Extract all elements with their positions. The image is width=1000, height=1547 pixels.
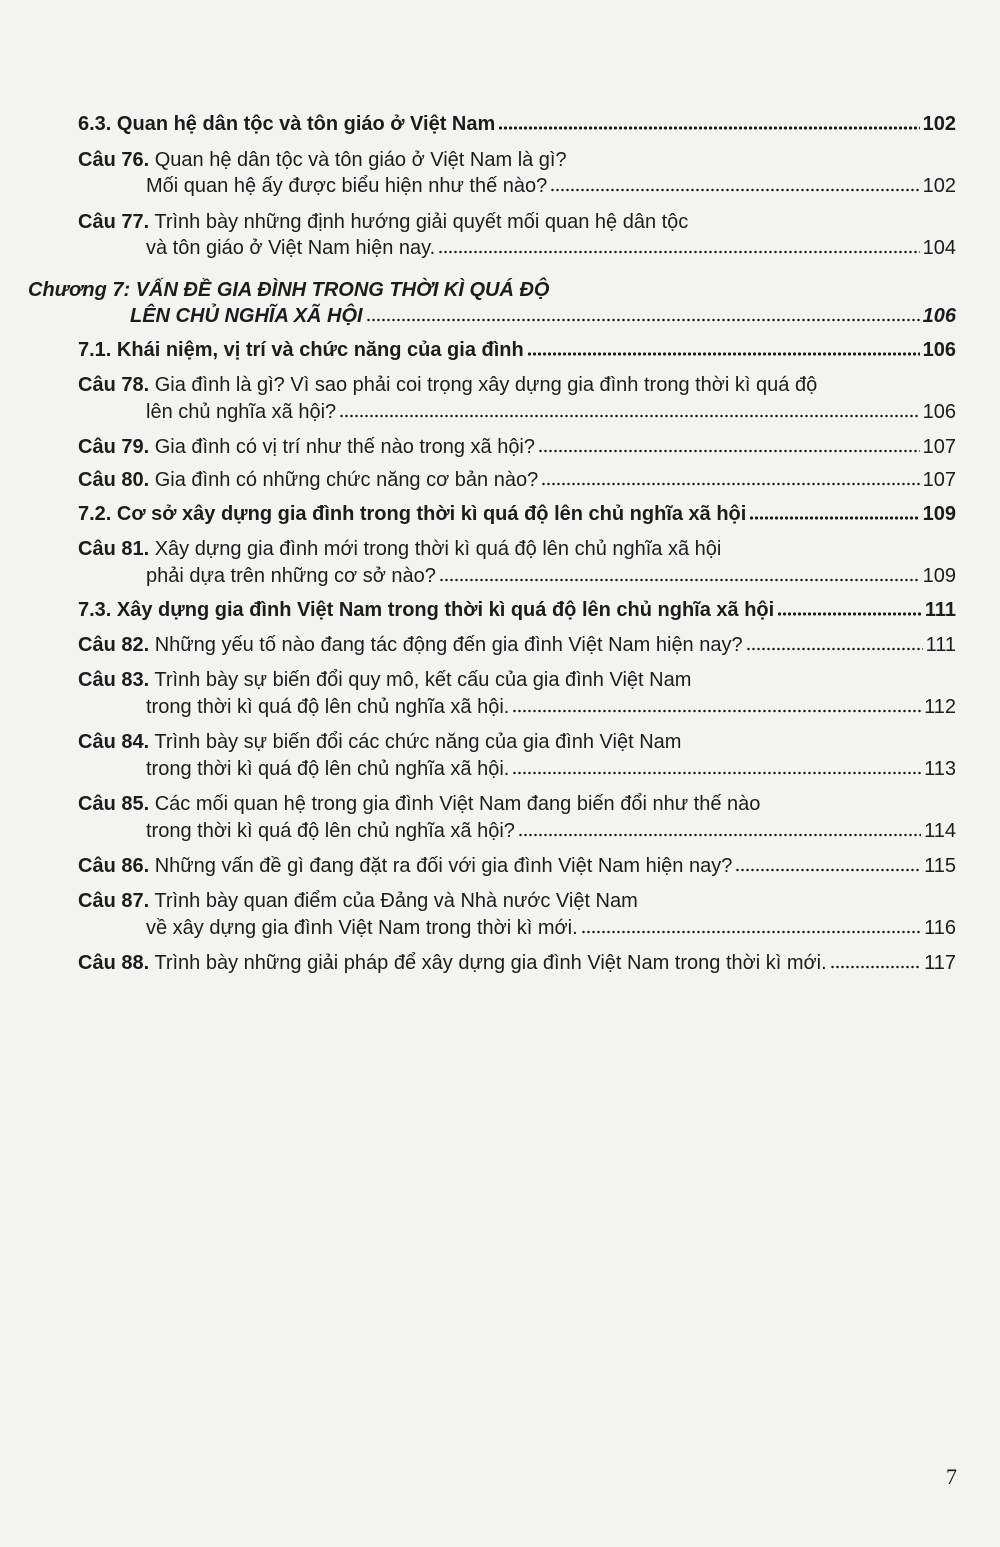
question-text-line: Gia đình có vị trí như thế nào trong xã hội? <box>154 436 536 458</box>
toc-question-82 <box>78 632 956 658</box>
question-text-line: Quan hệ dân tộc và tôn giáo ở Việt Nam là gì? <box>154 149 567 171</box>
toc-page-number: 116 <box>924 917 956 939</box>
toc-question-84 <box>78 729 956 755</box>
question-number: Câu 78. <box>78 374 150 396</box>
question-number: Câu 87. <box>78 890 150 912</box>
toc-page-number: 111 <box>924 599 956 621</box>
question-text-line: Những yếu tố nào đang tác động đến gia đình Việt Nam hiện nay? <box>154 634 743 656</box>
question-number: Câu 84. <box>78 731 150 753</box>
toc-page-number: 107 <box>922 436 956 458</box>
question-text-line: Các mối quan hệ trong gia đình Việt Nam đang biến đổi như thế nào <box>154 793 761 815</box>
leader-dots <box>749 515 919 521</box>
toc-question-88 <box>78 950 956 976</box>
question-text-line: Trình bày sự biến đổi các chức năng của gia đình Việt Nam <box>154 731 682 753</box>
toc-page-number: 102 <box>922 175 956 197</box>
chapter-title-line: Chương 7: VẤN ĐỀ GIA ĐÌNH TRONG THỜI KÌ QUÁ ĐỘ <box>28 279 550 301</box>
leader-dots <box>830 964 921 970</box>
leader-dots <box>550 187 919 193</box>
leader-dots <box>366 317 920 323</box>
toc-entry-title: 7.3. Xây dựng gia đình Việt Nam trong thời kì quá độ lên chủ nghĩa xã hội <box>78 599 775 621</box>
question-number: Câu 79. <box>78 436 150 458</box>
question-number: Câu 77. <box>78 211 150 233</box>
leader-dots <box>527 351 920 357</box>
toc-page-number: 113 <box>924 758 956 780</box>
question-number: Câu 88. <box>78 952 150 974</box>
toc-question-85 <box>78 791 956 817</box>
toc-page-number: 106 <box>922 339 956 361</box>
toc-page-number: 106 <box>922 305 956 327</box>
question-number: Câu 85. <box>78 793 150 815</box>
toc-question-76-cont <box>146 173 956 199</box>
question-text-line: trong thời kì quá độ lên chủ nghĩa xã hội. <box>146 758 510 780</box>
toc-page-number: 117 <box>924 952 956 974</box>
leader-dots <box>581 929 921 935</box>
toc-question-83-cont <box>146 694 956 720</box>
question-text-line: lên chủ nghĩa xã hội? <box>146 401 337 423</box>
leader-dots <box>777 611 922 617</box>
question-text-line: và tôn giáo ở Việt Nam hiện nay. <box>146 237 436 259</box>
question-text-line: Trình bày quan điểm của Đảng và Nhà nước Việt Nam <box>154 890 638 912</box>
question-text-line: trong thời kì quá độ lên chủ nghĩa xã hội? <box>146 820 515 842</box>
toc-section-7-1 <box>78 337 956 363</box>
question-number: Câu 82. <box>78 634 150 656</box>
question-text-line: Gia đình là gì? Vì sao phải coi trọng xây dựng gia đình trong thời kì quá độ <box>154 374 818 396</box>
toc-chapter-7-cont <box>130 303 956 329</box>
question-text-line: Những vấn đề gì đang đặt ra đối với gia đình Việt Nam hiện nay? <box>154 855 733 877</box>
leader-dots <box>538 448 920 454</box>
toc-page-number: 111 <box>925 634 956 656</box>
leader-dots <box>498 125 919 131</box>
question-number: Câu 80. <box>78 469 150 491</box>
toc-entry-title: 7.1. Khái niệm, vị trí và chức năng của gia đình <box>78 339 524 361</box>
toc-question-81 <box>78 536 956 562</box>
question-text-line: Trình bày những giải pháp để xây dựng gia đình Việt Nam trong thời kì mới. <box>154 952 827 974</box>
toc-section-7-2 <box>78 501 956 527</box>
toc-question-86 <box>78 853 956 879</box>
leader-dots <box>746 646 923 652</box>
toc-question-85-cont <box>146 818 956 844</box>
leader-dots <box>339 413 919 419</box>
leader-dots <box>518 832 921 838</box>
question-number: Câu 81. <box>78 538 150 560</box>
toc-section-7-3 <box>78 597 956 623</box>
toc-question-83 <box>78 667 956 693</box>
toc-question-77 <box>78 209 956 235</box>
toc-page-number: 104 <box>922 237 956 259</box>
toc-page-number: 109 <box>922 503 956 525</box>
toc-question-81-cont <box>146 563 956 589</box>
leader-dots <box>512 770 921 776</box>
leader-dots <box>541 481 919 487</box>
question-text-line: phải dựa trên những cơ sở nào? <box>146 565 436 587</box>
page-number: 7 <box>946 1464 957 1489</box>
toc-page-number: 106 <box>922 401 956 423</box>
toc-entry-title: 6.3. Quan hệ dân tộc và tôn giáo ở Việt Nam <box>78 113 496 135</box>
toc-question-78-cont <box>146 399 956 425</box>
question-number: Câu 83. <box>78 669 150 691</box>
toc-question-80 <box>78 467 956 493</box>
toc-entry-title: 7.2. Cơ sở xây dựng gia đình trong thời kì quá độ lên chủ nghĩa xã hội <box>78 503 747 525</box>
toc-question-84-cont <box>146 756 956 782</box>
toc-question-78 <box>78 372 956 398</box>
toc-chapter-7 <box>28 277 956 303</box>
question-text-line: Trình bày sự biến đổi quy mô, kết cấu của gia đình Việt Nam <box>154 669 692 691</box>
toc-question-79 <box>78 434 956 460</box>
toc-page-number: 102 <box>922 113 956 135</box>
toc-page-number: 112 <box>924 696 956 718</box>
toc-question-76 <box>78 147 956 173</box>
question-text-line: Gia đình có những chức năng cơ bản nào? <box>154 469 539 491</box>
leader-dots <box>439 577 920 583</box>
question-number: Câu 86. <box>78 855 150 877</box>
question-text-line: Mối quan hệ ấy được biểu hiện như thế nào? <box>146 175 548 197</box>
leader-dots <box>735 867 921 873</box>
toc-question-77-cont <box>146 235 956 261</box>
leader-dots <box>438 249 919 255</box>
question-text-line: về xây dựng gia đình Việt Nam trong thời kì mới. <box>146 917 578 939</box>
question-text-line: Xây dựng gia đình mới trong thời kì quá độ lên chủ nghĩa xã hội <box>154 538 722 560</box>
toc-section-6-3 <box>78 111 956 137</box>
question-number: Câu 76. <box>78 149 150 171</box>
toc-question-87-cont <box>146 915 956 941</box>
toc-page-number: 115 <box>924 855 956 877</box>
question-text-line: trong thời kì quá độ lên chủ nghĩa xã hội. <box>146 696 510 718</box>
leader-dots <box>512 708 921 714</box>
toc-page-number: 109 <box>922 565 956 587</box>
question-text-line: Trình bày những định hướng giải quyết mối quan hệ dân tộc <box>154 211 689 233</box>
chapter-title-line: LÊN CHỦ NGHĨA XÃ HỘI <box>130 305 363 327</box>
toc-page-number: 107 <box>922 469 956 491</box>
toc-question-87 <box>78 888 956 914</box>
toc-page-number: 114 <box>924 820 956 842</box>
